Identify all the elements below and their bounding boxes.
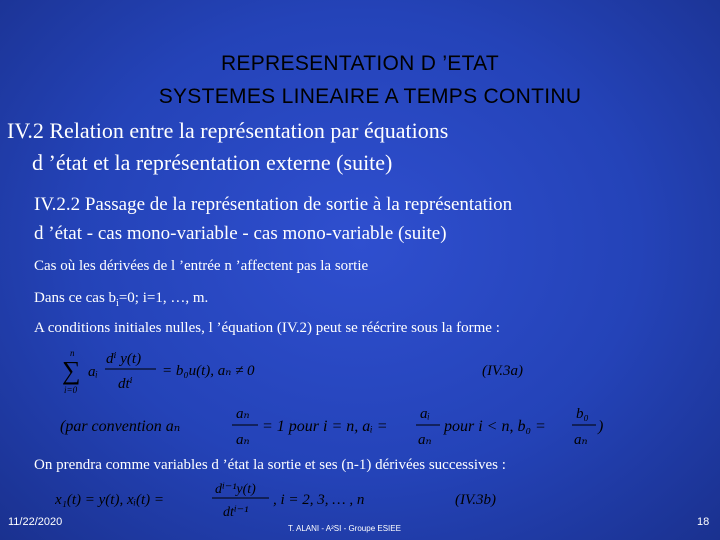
state-variables-text: On prendra comme variables d ’état la sortie et ses (n-1) dérivées successives : — [34, 457, 506, 473]
footer-date: 11/22/2020 — [8, 516, 63, 528]
dans-prefix: Dans ce cas b — [34, 290, 117, 306]
eq3-denominator: dtⁱ⁻¹ — [223, 505, 249, 520]
subsection-heading-line1: IV.2.2 Passage de la représentation de sortie à la représentation — [34, 194, 513, 215]
eq2-for: pour i < n, b₀ = — [444, 418, 546, 435]
section-heading-line2: d ’état et la représentation externe (suite) — [32, 150, 393, 175]
eq2-frac2-num: aᵢ — [420, 406, 430, 422]
subsection-heading-line2: d ’état - cas mono-variable - cas mono-variable (suite) — [34, 223, 447, 244]
footer-page-number: 18 — [697, 516, 710, 528]
eq1-denominator: dtⁱ — [118, 376, 133, 392]
slide-title-line1: REPRESENTATION D ’ETAT — [220, 52, 500, 75]
equation-iv3a — [60, 346, 560, 396]
conditions-text: A conditions initiales nulles, l ’équation (IV.2) peut se réécrire sous la forme : — [34, 320, 500, 336]
footer-author: T. ALANI - A²SI - Groupe ESIEE — [288, 524, 401, 533]
eq2-frac1-den: aₙ — [236, 432, 250, 448]
eq2-close: ) — [598, 418, 604, 435]
sum-lower-limit: i=0 — [64, 385, 78, 395]
dans-suffix: =0; i=1, …, m. — [118, 290, 209, 306]
eq2-frac3-num: b₀ — [576, 406, 589, 422]
eq1-tag: (IV.3a) — [482, 363, 523, 379]
dans-ce-cas-text — [34, 290, 208, 309]
equation-iv3b — [55, 480, 525, 522]
slide-title-line2: SYSTEMES LINEAIRE A TEMPS CONTINU — [158, 85, 582, 108]
eq1-rhs: = b₀u(t), aₙ ≠ 0 — [162, 363, 255, 379]
eq2-frac1-num: aₙ — [236, 406, 250, 422]
eq3-numerator: dⁱ⁻¹y(t) — [215, 482, 256, 497]
eq1-numerator: dⁱ y(t) — [106, 351, 142, 367]
eq1-coef: aᵢ — [88, 364, 98, 380]
eq3-tag: (IV.3b) — [455, 492, 496, 508]
eq2-frac3-den: aₙ — [574, 432, 588, 448]
eq2-convention: (par convention aₙ — [60, 418, 181, 435]
case-text: Cas où les dérivées de l ’entrée n ’affectent pas la sortie — [34, 258, 369, 274]
eq3-lhs: x₁(t) = y(t), xᵢ(t) = — [55, 492, 165, 508]
equation-convention — [60, 402, 620, 452]
sum-symbol: ∑ — [62, 356, 81, 385]
eq2-mid: = 1 pour i = n, aᵢ = — [262, 418, 388, 435]
section-heading-line1: IV.2 Relation entre la représentation par équations — [7, 118, 449, 143]
eq2-frac2-den: aₙ — [418, 432, 432, 448]
dans-sub: i — [116, 298, 119, 309]
sum-upper-limit: n — [70, 348, 75, 358]
eq3-range: , i = 2, 3, … , n — [273, 492, 365, 508]
